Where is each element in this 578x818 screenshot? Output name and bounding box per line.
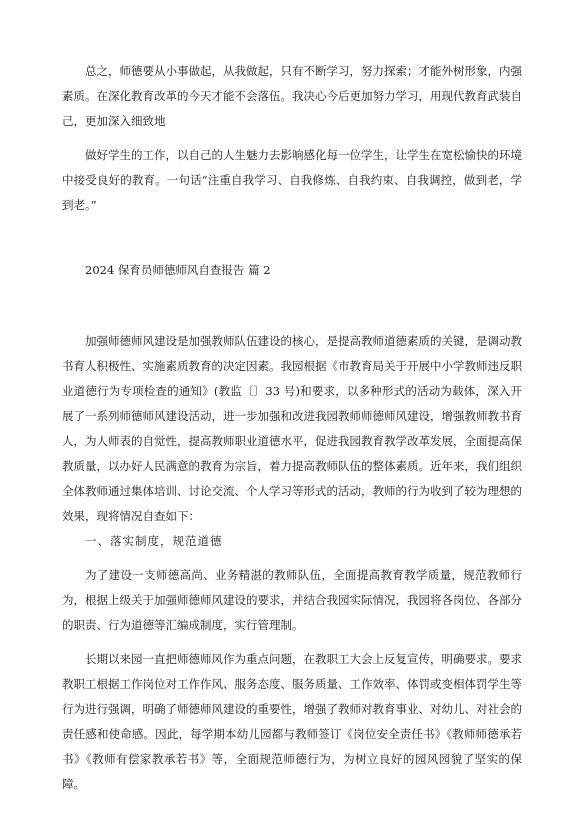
paragraph-conclusion: 总之，师德要从小事做起，从我做起，只有不断学习，努力探索；才能外树形象，内强素质。在深化教育改革的今天才能不会落伍。我决心今后更加努力学习，用现代教育武装自己，更加深入细致地 bbox=[62, 64, 522, 128]
paragraph-conclusion-continued: 做好学生的工作，以自己的人生魅力去影响感化每一位学生，让学生在宽松愉快的环境中接受良好的教育。一句话“注重自我学习、自我修炼、自我约束、自我调控，做到老，学到老。” bbox=[62, 148, 522, 212]
section-title: 2024 保育员师德师风自查报告 篇 2 bbox=[85, 263, 271, 277]
sub-heading-1: 一、落实制度，规范道德 bbox=[85, 534, 223, 548]
paragraph-long-term: 长期以来园一直把师德师风作为重点问题，在教职工大会上反复宣传，明确要求。要求教职工根据工作岗位对工作作风、服务态度、服务质量、工作效率、体罚或变相体罚学生等行为进行强调，明确了师德师风建设的重要性，增强了教师对教育事业、对幼儿、对社会的责任感和使命感。因此，每学期本幼儿园都与教师签订《岗位安全责任书》《教师师德承若书》《教师有偿家教承若书》等，全面规范师德行为，为树立良好的园风园貌了坚实的保障。 bbox=[62, 652, 522, 791]
paragraph-intro: 加强师德师风建设是加强教师队伍建设的核心，是提高教师道德素质的关键，是调动教书育人积极性、实施素质教育的决定因素。我园根据《市教育局关于开展中小学教师违反职业道德行为专项检查的通知》(教监〔〕33 号)和要求，以多种形式的活动为载体，深入开展了一系列师德师风建设活动，进一步加强和改进我园教师师德师风建设，增强教师教书育人，为人师表的自觉性，提高教师职业道德水平，促进我园教育教学改革发展，全面提高保教质量，以办好人民满意的教育为宗旨，着力提高教师队伍的整体素质。近年来，我们组织全体教师通过集体培训、讨论交流、个人学习等形式的活动，教师的行为收到了较为理想的效果，现将情况自查如下： bbox=[62, 334, 522, 523]
paragraph-system: 为了建设一支师德高尚、业务精湛的教师队伍，全面提高教育教学质量，规范教师行为，根据上级关于加强师德师风建设的要求，并结合我园实际情况，我园将各岗位、各部分的职责、行为道德等汇编成制度，实行管理制。 bbox=[62, 568, 522, 632]
